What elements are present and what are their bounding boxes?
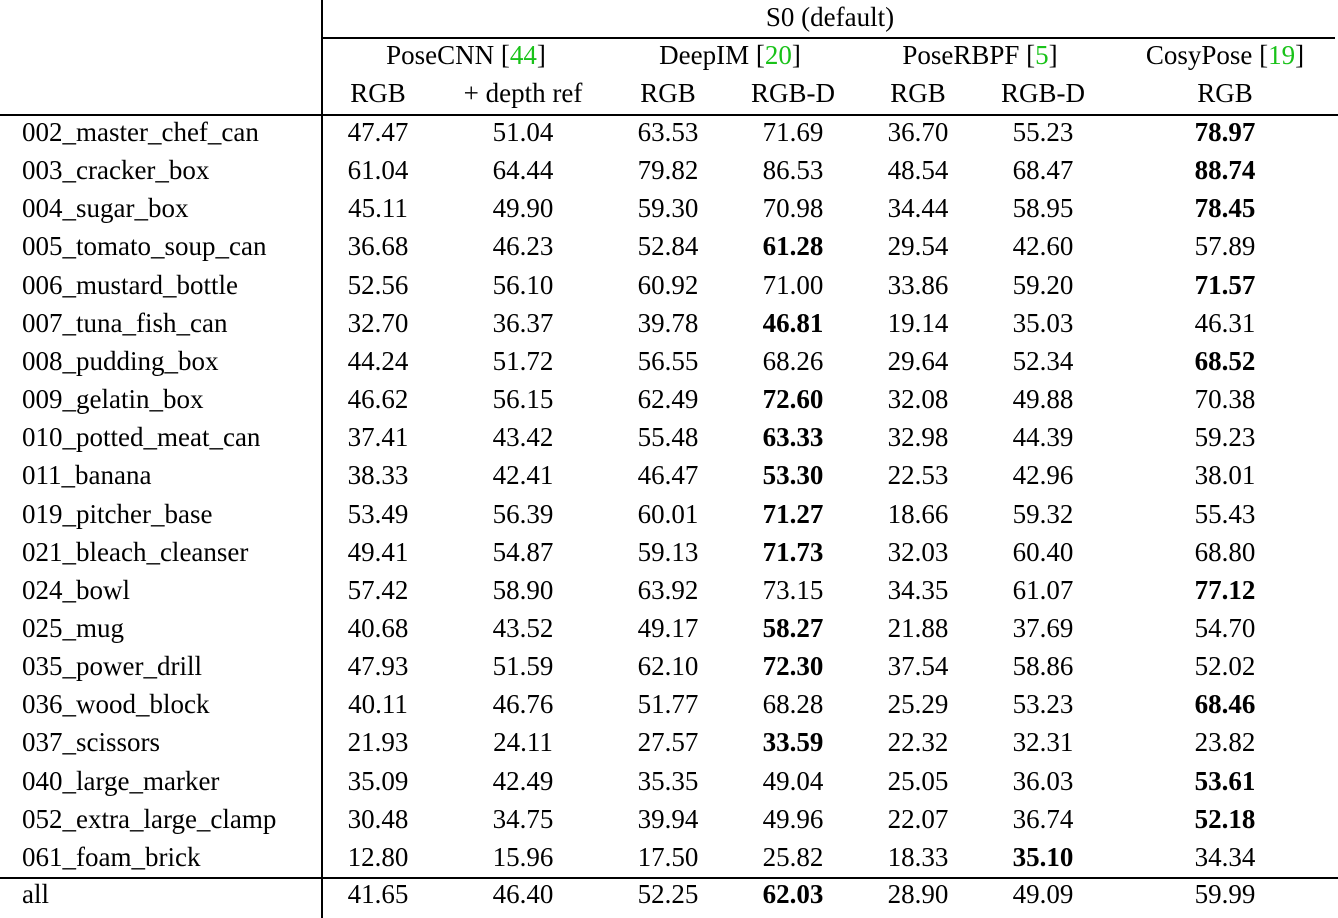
table-cell: 48.54 [887, 155, 949, 186]
table-cell: 49.90 [492, 193, 554, 224]
table-cell: 23.82 [1194, 727, 1256, 758]
table-cell: 73.15 [762, 574, 824, 605]
table-cell: 70.38 [1194, 384, 1256, 415]
table-cell: 53.49 [347, 498, 409, 529]
table-cell: 68.47 [1012, 155, 1074, 186]
table-cell: 68.80 [1194, 536, 1256, 567]
total-cell: 49.09 [1012, 879, 1074, 909]
table-cell: 47.93 [347, 651, 409, 682]
row-label: 035_power_drill [22, 651, 202, 682]
table-cell: 34.35 [887, 574, 949, 605]
row-label: 019_pitcher_base [22, 498, 213, 529]
table-cell: 32.08 [887, 384, 949, 415]
table-cell: 12.80 [347, 841, 409, 872]
table-cell: 52.84 [637, 231, 699, 262]
row-label: 007_tuna_fish_can [22, 307, 228, 338]
total-cell: 28.90 [887, 879, 949, 909]
column-header-5: RGB-D [1000, 78, 1086, 108]
table-cell: 36.03 [1012, 765, 1074, 796]
total-cell: 46.40 [492, 879, 554, 909]
method-header-poserbpf: PoseRBPF [5] [902, 40, 1058, 70]
table-cell: 40.68 [347, 612, 409, 643]
setting-header: S0 (default) [765, 2, 895, 32]
table-cell: 38.33 [347, 460, 409, 491]
table-cell: 22.32 [887, 727, 949, 758]
table-cell: 70.98 [762, 193, 824, 224]
citation-link[interactable]: 19 [1268, 40, 1296, 70]
table-cell: 32.03 [887, 536, 949, 567]
table-cell: 32.31 [1012, 727, 1074, 758]
table-cell: 61.04 [347, 155, 409, 186]
row-label: 061_foam_brick [22, 841, 201, 872]
table-cell: 46.81 [762, 307, 824, 338]
table-cell: 60.40 [1012, 536, 1074, 567]
table-cell: 42.96 [1012, 460, 1074, 491]
row-label: 052_extra_large_clamp [22, 803, 277, 834]
table-cell: 37.69 [1012, 612, 1074, 643]
table-cell: 63.33 [762, 422, 824, 453]
table-cell: 68.52 [1194, 345, 1256, 376]
table-cell: 52.18 [1194, 803, 1256, 834]
table-cell: 36.68 [347, 231, 409, 262]
table-cell: 53.30 [762, 460, 824, 491]
table-cell: 17.50 [637, 841, 699, 872]
table-cell: 49.17 [637, 612, 699, 643]
citation-link[interactable]: 5 [1035, 40, 1049, 70]
row-label: 009_gelatin_box [22, 384, 204, 415]
table-cell: 56.55 [637, 345, 699, 376]
table-cell: 36.37 [492, 307, 554, 338]
column-header-3: RGB-D [750, 78, 836, 108]
table-cell: 53.61 [1194, 765, 1256, 796]
row-label: 040_large_marker [22, 765, 220, 796]
table-cell: 57.89 [1194, 231, 1256, 262]
table-cell: 49.04 [762, 765, 824, 796]
table-cell: 40.11 [348, 689, 408, 720]
table-cell: 71.57 [1194, 269, 1256, 300]
table-cell: 46.62 [347, 384, 409, 415]
table-cell: 51.59 [492, 651, 554, 682]
table-cell: 56.39 [492, 498, 554, 529]
table-cell: 59.23 [1194, 422, 1256, 453]
table-cell: 18.66 [887, 498, 949, 529]
table-cell: 35.10 [1012, 841, 1074, 872]
total-cell: 52.25 [637, 879, 699, 909]
table-cell: 58.90 [492, 574, 554, 605]
table-cell: 19.14 [887, 307, 949, 338]
row-label: 005_tomato_soup_can [22, 231, 267, 262]
table-cell: 59.13 [637, 536, 699, 567]
table-cell: 37.54 [887, 651, 949, 682]
table-cell: 56.15 [492, 384, 554, 415]
table-cell: 59.30 [637, 193, 699, 224]
table-cell: 39.94 [637, 803, 699, 834]
table-cell: 29.54 [887, 231, 949, 262]
table-cell: 46.47 [637, 460, 699, 491]
row-label: 025_mug [22, 612, 125, 643]
table-cell: 34.34 [1194, 841, 1256, 872]
table-cell: 58.86 [1012, 651, 1074, 682]
table-cell: 52.02 [1194, 651, 1256, 682]
table-cell: 42.41 [492, 460, 554, 491]
table-cell: 32.98 [887, 422, 949, 453]
table-cell: 68.28 [762, 689, 824, 720]
table-cell: 36.74 [1012, 803, 1074, 834]
table-cell: 33.86 [887, 269, 949, 300]
table-cell: 35.09 [347, 765, 409, 796]
table-cell: 42.49 [492, 765, 554, 796]
table-cell: 21.93 [347, 727, 409, 758]
row-label: 004_sugar_box [22, 193, 189, 224]
table-cell: 43.52 [492, 612, 554, 643]
table-cell: 25.29 [887, 689, 949, 720]
row-label: 003_cracker_box [22, 155, 210, 186]
total-row-label: all [22, 879, 49, 909]
table-cell: 29.64 [887, 345, 949, 376]
column-header-4: RGB [890, 78, 946, 108]
row-label: 010_potted_meat_can [22, 422, 261, 453]
method-header-cosypose: CosyPose [19] [1145, 40, 1305, 70]
table-cell: 57.42 [347, 574, 409, 605]
table-cell: 42.60 [1012, 231, 1074, 262]
table-cell: 30.48 [347, 803, 409, 834]
table-cell: 55.48 [637, 422, 699, 453]
citation-link[interactable]: 20 [764, 40, 792, 70]
table-cell: 59.32 [1012, 498, 1074, 529]
table-cell: 58.95 [1012, 193, 1074, 224]
table-cell: 59.20 [1012, 269, 1074, 300]
column-header-0: RGB [350, 78, 406, 108]
table-cell: 88.74 [1194, 155, 1256, 186]
table-cell: 78.45 [1194, 193, 1256, 224]
table-cell: 55.23 [1012, 117, 1074, 147]
table-cell: 52.34 [1012, 345, 1074, 376]
table-cell: 38.01 [1194, 460, 1256, 491]
table-cell: 62.10 [637, 651, 699, 682]
column-header-6: RGB [1197, 78, 1253, 108]
column-header-2: RGB [640, 78, 696, 108]
row-label: 011_banana [22, 460, 152, 491]
table-cell: 49.88 [1012, 384, 1074, 415]
table-cell: 35.35 [637, 765, 699, 796]
table-cell: 25.82 [762, 841, 824, 872]
table-cell: 62.49 [637, 384, 699, 415]
table-cell: 71.27 [762, 498, 824, 529]
table-cell: 46.76 [492, 689, 554, 720]
table-cell: 71.00 [762, 269, 824, 300]
table-cell: 63.53 [637, 117, 699, 147]
table-cell: 71.69 [762, 117, 824, 147]
table-cell: 33.59 [762, 727, 824, 758]
table-cell: 52.56 [347, 269, 409, 300]
table-cell: 36.70 [887, 117, 949, 147]
citation-link[interactable]: 44 [509, 40, 537, 70]
table-cell: 54.87 [492, 536, 554, 567]
table-cell: 51.04 [492, 117, 554, 147]
table-cell: 47.47 [347, 117, 409, 147]
row-label-divider [321, 0, 323, 918]
table-cell: 68.46 [1194, 689, 1256, 720]
table-cell: 63.92 [637, 574, 699, 605]
row-label: 002_master_chef_can [22, 117, 259, 147]
table-cell: 51.77 [637, 689, 699, 720]
table-cell: 72.60 [762, 384, 824, 415]
table-cell: 21.88 [887, 612, 949, 643]
total-cell: 62.03 [762, 879, 824, 909]
table-cell: 15.96 [492, 841, 554, 872]
table-cell: 77.12 [1194, 574, 1256, 605]
table-cell: 46.23 [492, 231, 554, 262]
table-cell: 64.44 [492, 155, 554, 186]
table-cell: 44.39 [1012, 422, 1074, 453]
table-cell: 27.57 [637, 727, 699, 758]
method-header-posecnn: PoseCNN [44] [386, 40, 546, 70]
table-cell: 60.01 [637, 498, 699, 529]
table-cell: 34.44 [887, 193, 949, 224]
table-cell: 78.97 [1194, 117, 1256, 147]
table-cell: 45.11 [348, 193, 408, 224]
table-cell: 54.70 [1194, 612, 1256, 643]
table-cell: 24.11 [493, 727, 553, 758]
table-cell: 49.41 [347, 536, 409, 567]
table-cell: 61.07 [1012, 574, 1074, 605]
table-cell: 25.05 [887, 765, 949, 796]
table-cell: 72.30 [762, 651, 824, 682]
table-cell: 35.03 [1012, 307, 1074, 338]
row-label: 036_wood_block [22, 689, 210, 720]
table-cell: 18.33 [887, 841, 949, 872]
total-cell: 59.99 [1194, 879, 1256, 909]
table-cell: 49.96 [762, 803, 824, 834]
row-label: 008_pudding_box [22, 345, 219, 376]
table-cell: 37.41 [347, 422, 409, 453]
table-cell: 53.23 [1012, 689, 1074, 720]
row-label: 021_bleach_cleanser [22, 536, 249, 567]
row-label: 024_bowl [22, 574, 130, 605]
table-cell: 39.78 [637, 307, 699, 338]
column-header-1: + depth ref [463, 78, 583, 108]
table-cell: 22.07 [887, 803, 949, 834]
table-cell: 60.92 [637, 269, 699, 300]
table-cell: 51.72 [492, 345, 554, 376]
table-cell: 56.10 [492, 269, 554, 300]
table-cell: 58.27 [762, 612, 824, 643]
table-cell: 44.24 [347, 345, 409, 376]
row-label: 006_mustard_bottle [22, 269, 238, 300]
table-cell: 71.73 [762, 536, 824, 567]
table-cell: 34.75 [492, 803, 554, 834]
row-label: 037_scissors [22, 727, 161, 758]
table-cell: 86.53 [762, 155, 824, 186]
table-cell: 46.31 [1194, 307, 1256, 338]
table-cell: 43.42 [492, 422, 554, 453]
table-cell: 55.43 [1194, 498, 1256, 529]
method-header-deepim: DeepIM [20] [659, 40, 801, 70]
table-cell: 68.26 [762, 345, 824, 376]
table-cell: 22.53 [887, 460, 949, 491]
table-cell: 79.82 [637, 155, 699, 186]
total-cell: 41.65 [347, 879, 409, 909]
table-cell: 61.28 [762, 231, 824, 262]
table-cell: 32.70 [347, 307, 409, 338]
